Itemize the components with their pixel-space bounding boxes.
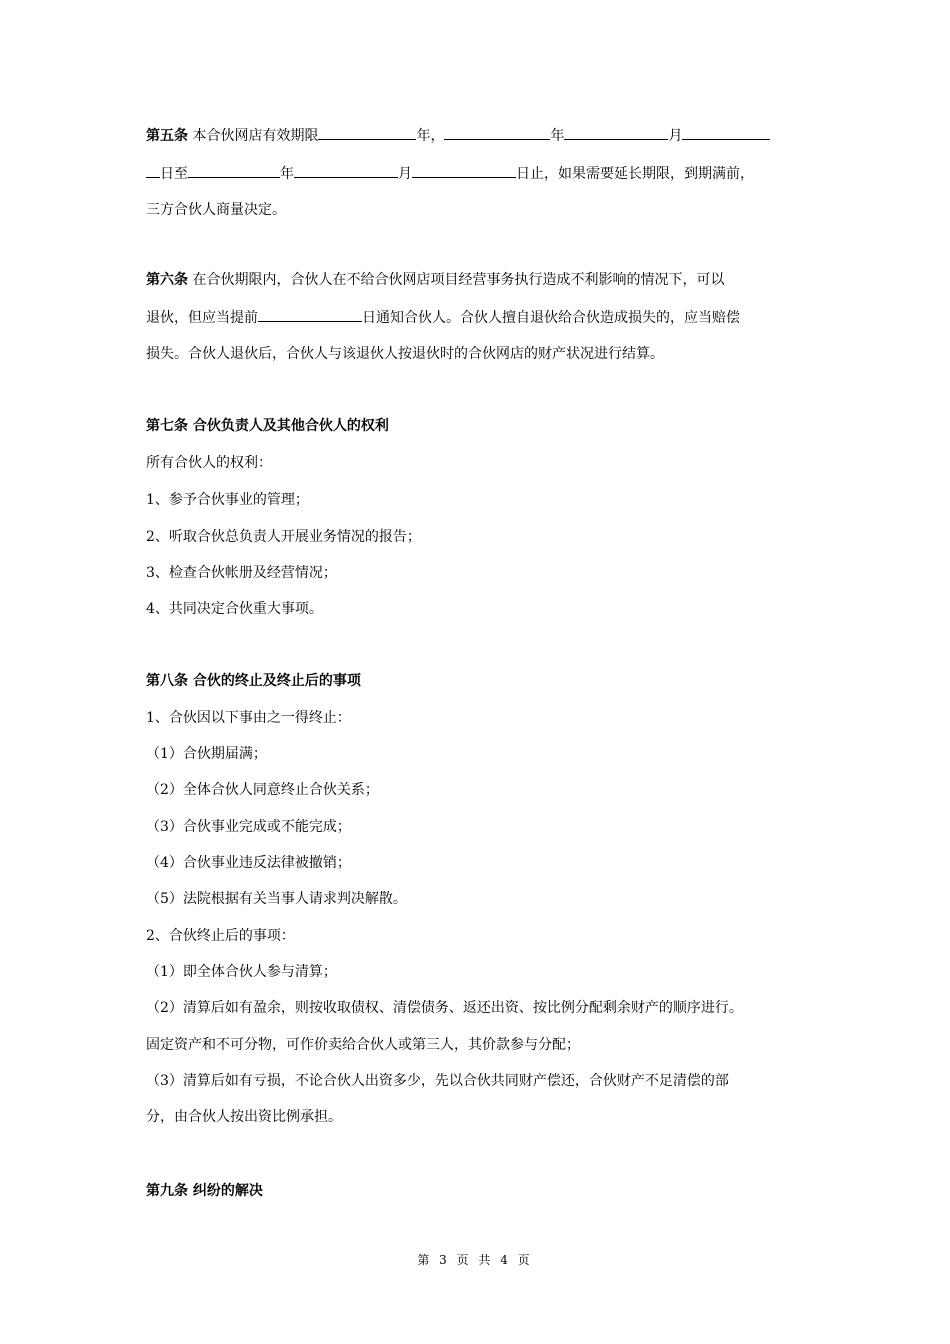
article6-heading: 第六条 <box>146 272 188 288</box>
blank-end-day <box>412 163 516 178</box>
article7-heading: 第七条 合伙负责人及其他合伙人的权利 <box>146 418 389 434</box>
article7-item: 1、参予合伙事业的管理； <box>146 492 309 508</box>
article8-heading: 第八条 合伙的终止及终止后的事项 <box>146 673 361 689</box>
article5-line1: 第五条 本合伙网店有效期限 年， 年 月 <box>146 125 770 146</box>
blank-end-month <box>294 163 398 178</box>
article8-after3-line1: （3）清算后如有亏损，不论合伙人出资多少，先以合伙共同财产偿还，合伙财产不足清偿的部 <box>146 1073 729 1089</box>
article7-item: 3、检查合伙帐册及经营情况； <box>146 565 337 581</box>
article8-after1: （1）即全体合伙人参与清算； <box>146 964 337 980</box>
article8-reason: （2）全体合伙人同意终止合伙关系； <box>146 782 379 798</box>
article8-reason: （3）合伙事业完成或不能完成； <box>146 819 351 835</box>
article8-p2: 2、合伙终止后的事项： <box>146 928 295 944</box>
blank-start-month <box>564 125 668 140</box>
article8-after2-line1: （2）清算后如有盈余，则按收取债权、清偿债务、返还出资、按比例分配剩余财产的顺序进行。 <box>146 1000 743 1016</box>
article8-p1: 1、合伙因以下事由之一得终止： <box>146 710 351 726</box>
blank-start-year-2 <box>444 125 550 140</box>
article7-item: 4、共同决定合伙重大事项。 <box>146 601 323 617</box>
article6-line1: 第六条 在合伙期限内，合伙人在不给合伙网店项目经营事务执行造成不利影响的情况下，可以 <box>146 272 725 288</box>
blank-end-year <box>188 163 280 178</box>
article8-reason: （4）合伙事业违反法律被撤销； <box>146 855 351 871</box>
article5-line3: 三方合伙人商量决定。 <box>146 202 286 218</box>
article7-item: 2、听取合伙总负责人开展业务情况的报告； <box>146 529 421 545</box>
blank-start-year <box>318 125 416 140</box>
article6-line3: 损失。合伙人退伙后，合伙人与该退伙人按退伙时的合伙网店的财产状况进行结算。 <box>146 346 664 362</box>
blank-start-day-cont <box>146 163 160 178</box>
article8-after3-line2: 分，由合伙人按出资比例承担。 <box>146 1109 342 1125</box>
article8-reason: （1）合伙期届满； <box>146 746 267 762</box>
article5-line2: 日至 年 月 日止，如果需要延长期限，到期满前， <box>146 163 754 184</box>
article8-reason: （5）法院根据有关当事人请求判决解散。 <box>146 891 407 907</box>
article7-intro: 所有合伙人的权利： <box>146 455 272 471</box>
article6-line2: 退伙，但应当提前 日通知合伙人。合伙人擅自退伙给合伙造成损失的，应当赔偿 <box>146 307 740 328</box>
blank-notice-days <box>258 307 362 322</box>
article8-after2-line2: 固定资产和不可分物，可作价卖给合伙人或第三人，其价款参与分配； <box>146 1037 580 1053</box>
blank-start-day <box>682 125 770 140</box>
article9-heading: 第九条 纠纷的解决 <box>146 1183 263 1199</box>
article5-heading: 第五条 <box>146 128 188 144</box>
page-number: 第 3 页 共 4 页 <box>417 1253 533 1267</box>
